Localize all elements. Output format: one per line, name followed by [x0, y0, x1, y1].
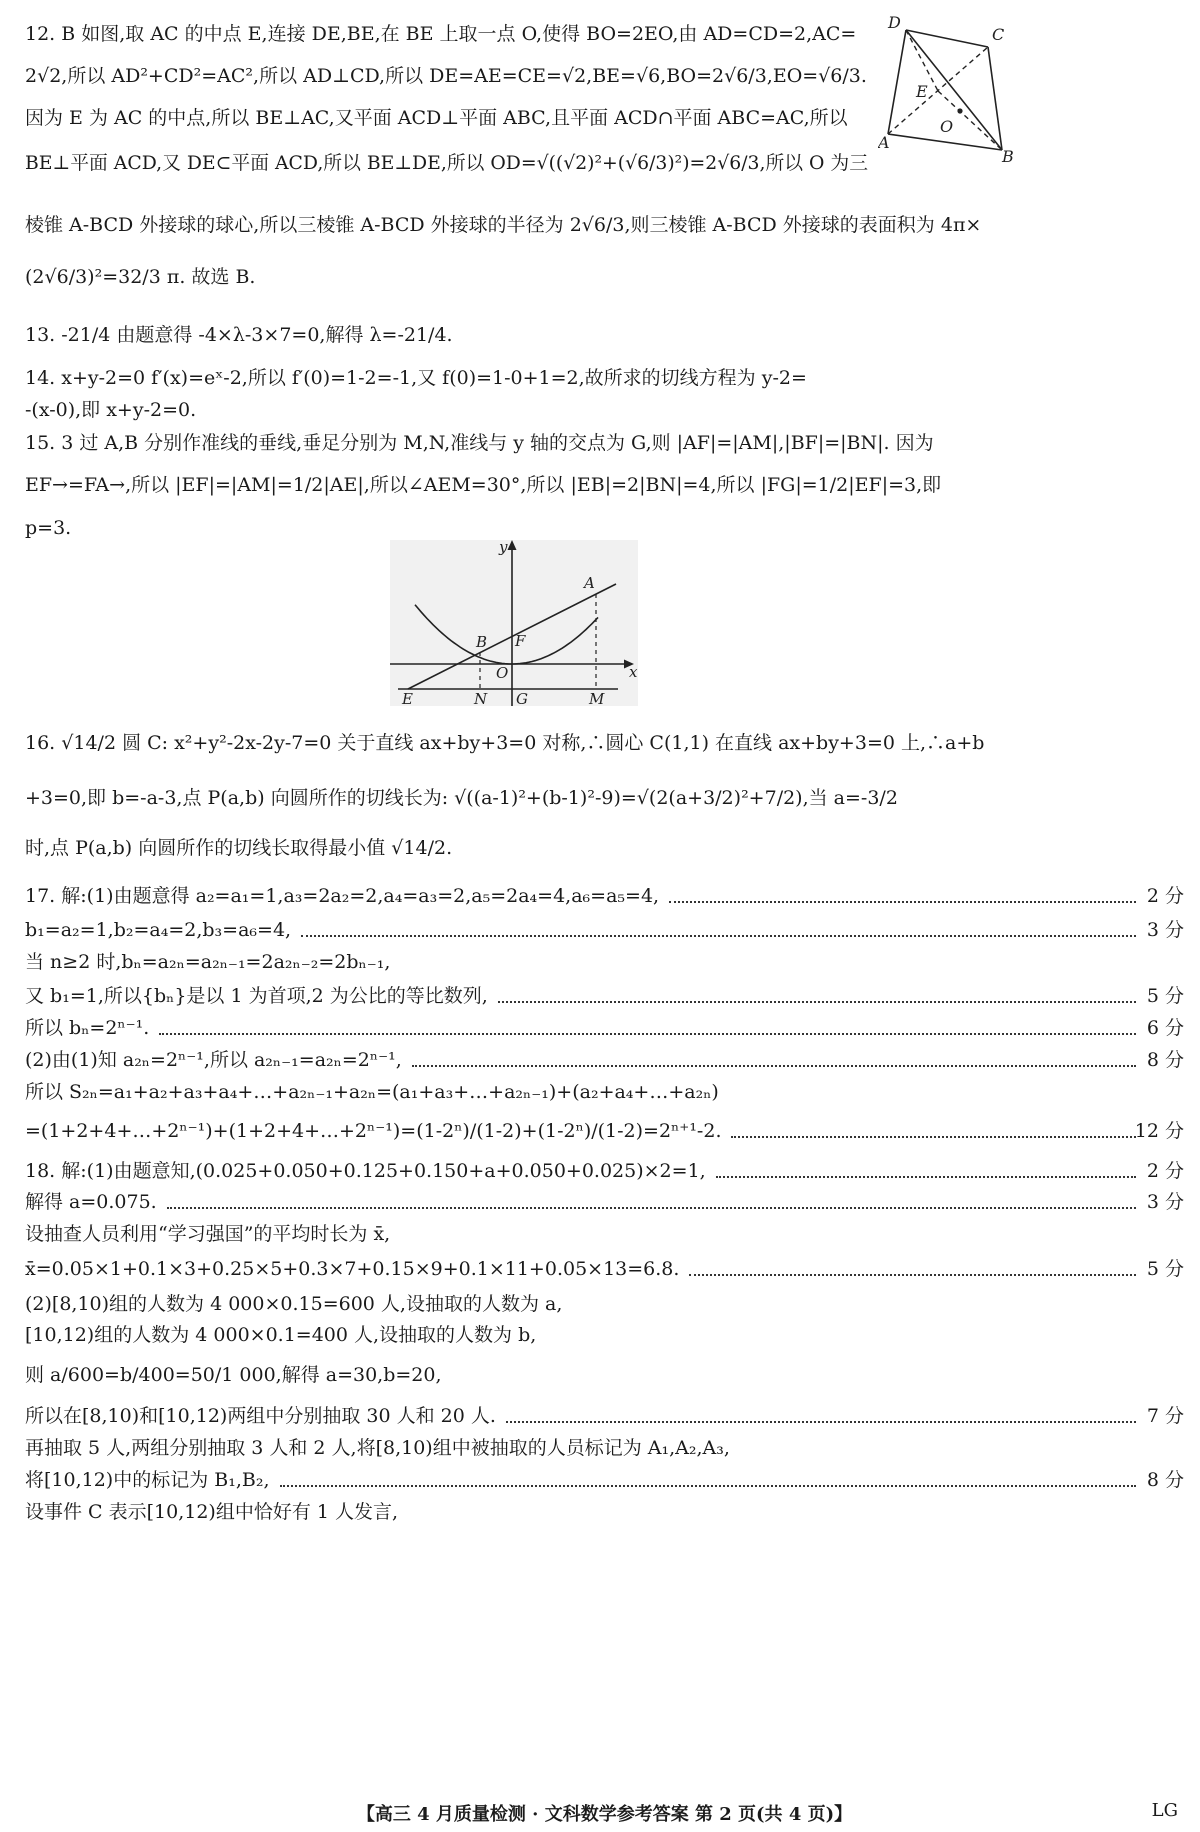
label-a: A [584, 574, 595, 592]
text-line [25, 836, 452, 860]
line-text: 设事件 C 表示[10,12)组中恰好有 1 人发言, [25, 1501, 399, 1523]
text-line [25, 1080, 719, 1104]
text-line [25, 398, 196, 422]
text-line [25, 1159, 706, 1183]
line-text: 棱锥 A-BCD 外接球的球心,所以三棱锥 A-BCD 外接球的半径为 2√6/3,则三棱锥 A-BCD 外接球的表面积为 4π× [25, 214, 982, 236]
dot-leader [159, 1033, 1136, 1035]
text-line [25, 213, 981, 237]
line-text: (2)由(1)知 a₂ₙ=2ⁿ⁻¹,所以 a₂ₙ₋₁=a₂ₙ=2ⁿ⁻¹, [25, 1049, 402, 1071]
text-line [25, 918, 291, 942]
text-line [25, 786, 898, 810]
dot-leader [498, 1001, 1136, 1003]
point-o [957, 108, 962, 113]
line-text: 所以 S₂ₙ=a₁+a₂+a₃+a₄+…+a₂ₙ₋₁+a₂ₙ=(a₁+a₃+…+a₂ₙ₋₁)+(a₂+a₄+…+a₂ₙ) [25, 1081, 719, 1103]
edge-ab [888, 134, 1002, 150]
line-text: 13. -21/4 由题意得 -4×λ-3×7=0,解得 λ=-21/4. [25, 324, 453, 346]
label-a: A [878, 133, 890, 152]
text-line [25, 1404, 496, 1428]
page-footer [25, 1800, 1184, 1824]
edge-da [888, 30, 906, 134]
label-e: E [916, 82, 928, 101]
line-text: 14. x+y-2=0 f′(x)=eˣ-2,所以 f′(0)=1-2=-1,又 f(0)=1-0+1=2,故所求的切线方程为 y-2= [25, 367, 807, 389]
label-b: B [476, 633, 488, 651]
text-line [25, 64, 867, 88]
score-label: 7 分 [1146, 1405, 1184, 1427]
dot-leader [506, 1421, 1136, 1423]
text-line [25, 1323, 536, 1347]
line-text: b₁=a₂=1,b₂=a₄=2,b₃=a₆=4, [25, 919, 292, 941]
tetrahedron-figure [878, 12, 1183, 162]
figure-background [390, 540, 638, 706]
line-text: 2√2,所以 AD²+CD²=AC²,所以 AD⊥CD,所以 DE=AE=CE=√2,BE=√6,BO=2√6/3,EO=√6/3. [25, 65, 867, 87]
label-g: G [516, 690, 528, 708]
dot-leader [669, 901, 1136, 903]
footer-title: 【高三 4 月质量检测 · 文科数学参考答案 第 2 页(共 4 页)】 [356, 1804, 853, 1825]
text-line [25, 1363, 442, 1387]
line-text: 18. 解:(1)由题意知,(0.025+0.050+0.125+0.150+a+0.050+0.025)×2=1, [25, 1160, 706, 1182]
score-label: 5 分 [1146, 985, 1184, 1007]
label-e: E [402, 690, 413, 708]
score-label: 12 分 [1134, 1120, 1184, 1142]
text-line [25, 984, 488, 1008]
dot-leader [716, 1176, 1136, 1178]
line-text: 所以 bₙ=2ⁿ⁻¹. [25, 1017, 150, 1039]
score-label: 2 分 [1146, 885, 1184, 907]
dot-leader [412, 1065, 1136, 1067]
score-label: 3 分 [1146, 1191, 1184, 1213]
line-text: BE⊥平面 ACD,又 DE⊂平面 ACD,所以 BE⊥DE,所以 OD=√((√2)²+(√6/3)²)=2√6/3,所以 O 为三 [25, 152, 868, 174]
label-y: y [499, 540, 508, 556]
dot-leader [301, 935, 1136, 937]
line-text: 将[10,12)中的标记为 B₁,B₂, [25, 1469, 270, 1491]
text-line [25, 516, 71, 540]
text-line [25, 1292, 562, 1316]
text-line [25, 265, 255, 289]
text-line [25, 1222, 390, 1246]
line-text: 再抽取 5 人,两组分别抽取 3 人和 2 人,将[8,10)组中被抽取的人员标记为 A₁,A₂,A₃, [25, 1437, 730, 1459]
line-text: 所以在[8,10)和[10,12)两组中分别抽取 30 人和 20 人. [25, 1405, 496, 1427]
line-text: 17. 解:(1)由题意得 a₂=a₁=1,a₃=2a₂=2,a₄=a₃=2,a₅=2a₄=4,a₆=a₅=4, [25, 885, 660, 907]
line-text: 16. √14/2 圆 C: x²+y²-2x-2y-7=0 关于直线 ax+by+3=0 对称,∴圆心 C(1,1) 在直线 ax+by+3=0 上,∴a+b [25, 732, 985, 754]
text-line [25, 106, 848, 130]
label-o: O [496, 664, 509, 682]
score-label: 2 分 [1146, 1160, 1184, 1182]
text-line [25, 950, 390, 974]
line-text: p=3. [25, 517, 72, 539]
text-line [25, 1190, 157, 1214]
score-label: 3 分 [1146, 919, 1184, 941]
label-n: N [474, 690, 488, 708]
text-line [25, 151, 877, 175]
text-line [25, 1119, 721, 1143]
label-c: C [992, 25, 1005, 44]
line-text: 12. B 如图,取 AC 的中点 E,连接 DE,BE,在 BE 上取一点 O,使得 BO=2EO,由 AD=CD=2,AC= [25, 23, 857, 45]
text-line [25, 1436, 730, 1460]
line-text: 解得 a=0.075. [25, 1191, 157, 1213]
line-text: -(x-0),即 x+y-2=0. [25, 399, 197, 421]
text-line [25, 1257, 679, 1281]
footer-code: LG [1151, 1800, 1178, 1821]
label-d: D [888, 13, 901, 32]
label-m: M [589, 690, 605, 708]
text-line [25, 1468, 270, 1492]
text-line [25, 1500, 398, 1524]
line-text: [10,12)组的人数为 4 000×0.1=400 人,设抽取的人数为 b, [25, 1324, 537, 1346]
line-text: (2)[8,10)组的人数为 4 000×0.15=600 人,设抽取的人数为 a, [25, 1293, 563, 1315]
text-line [25, 1048, 402, 1072]
line-text: EF→=FA→,所以 |EF|=|AM|=1/2|AE|,所以∠AEM=30°,所以 |EB|=2|BN|=4,所以 |FG|=1/2|EF|=3,即 [25, 474, 942, 496]
score-label: 5 分 [1146, 1258, 1184, 1280]
score-label: 8 分 [1146, 1469, 1184, 1491]
dot-leader [689, 1274, 1136, 1276]
text-line [25, 323, 453, 347]
score-label: 8 分 [1146, 1049, 1184, 1071]
line-text: 15. 3 过 A,B 分别作准线的垂线,垂足分别为 M,N,准线与 y 轴的交点为 G,则 |AF|=|AM|,|BF|=|BN|. 因为 [25, 432, 934, 454]
text-line [25, 473, 941, 497]
label-o: O [940, 117, 954, 136]
text-line [25, 1016, 149, 1040]
text-line [25, 884, 659, 908]
label-x: x [629, 663, 638, 681]
line-text: 又 b₁=1,所以{bₙ}是以 1 为首项,2 为公比的等比数列, [25, 985, 488, 1007]
dot-leader [731, 1136, 1136, 1138]
text-line [25, 431, 934, 455]
line-text: (2√6/3)²=32/3 π. 故选 B. [25, 266, 256, 288]
line-text: 当 n≥2 时,bₙ=a₂ₙ=a₂ₙ₋₁=2a₂ₙ₋₂=2bₙ₋₁, [25, 951, 391, 973]
text-line [25, 366, 807, 390]
dot-leader [167, 1207, 1136, 1209]
label-b: B [1002, 147, 1014, 162]
dot-leader [280, 1485, 1137, 1487]
line-text: 则 a/600=b/400=50/1 000,解得 a=30,b=20, [25, 1364, 442, 1386]
line-text: =(1+2+4+…+2ⁿ⁻¹)+(1+2+4+…+2ⁿ⁻¹)=(1-2ⁿ)/(1-2)+(1-2ⁿ)/(1-2)=2ⁿ⁺¹-2. [25, 1120, 722, 1142]
text-line [25, 731, 984, 755]
score-label: 6 分 [1146, 1017, 1184, 1039]
line-text: 时,点 P(a,b) 向圆所作的切线长取得最小值 √14/2. [25, 837, 453, 859]
edge-ac-dashed [888, 47, 988, 134]
line-text: +3=0,即 b=-a-3,点 P(a,b) 向圆所作的切线长为: √((a-1)²+(b-1)²-9)=√(2(a+3/2)²+7/2),当 a=-3/2 [25, 787, 898, 809]
line-text: x̄=0.05×1+0.1×3+0.25×5+0.3×7+0.15×9+0.1×11+0.05×13=6.8. [25, 1258, 680, 1280]
line-text: 设抽查人员利用“学习强国”的平均时长为 x̄, [25, 1223, 391, 1245]
label-f: F [515, 632, 526, 650]
parabola-figure [390, 540, 640, 708]
text-line [25, 22, 856, 46]
line-text: 因为 E 为 AC 的中点,所以 BE⊥AC,又平面 ACD⊥平面 ABC,且平面 ACD∩平面 ABC=AC,所以 [25, 107, 848, 129]
